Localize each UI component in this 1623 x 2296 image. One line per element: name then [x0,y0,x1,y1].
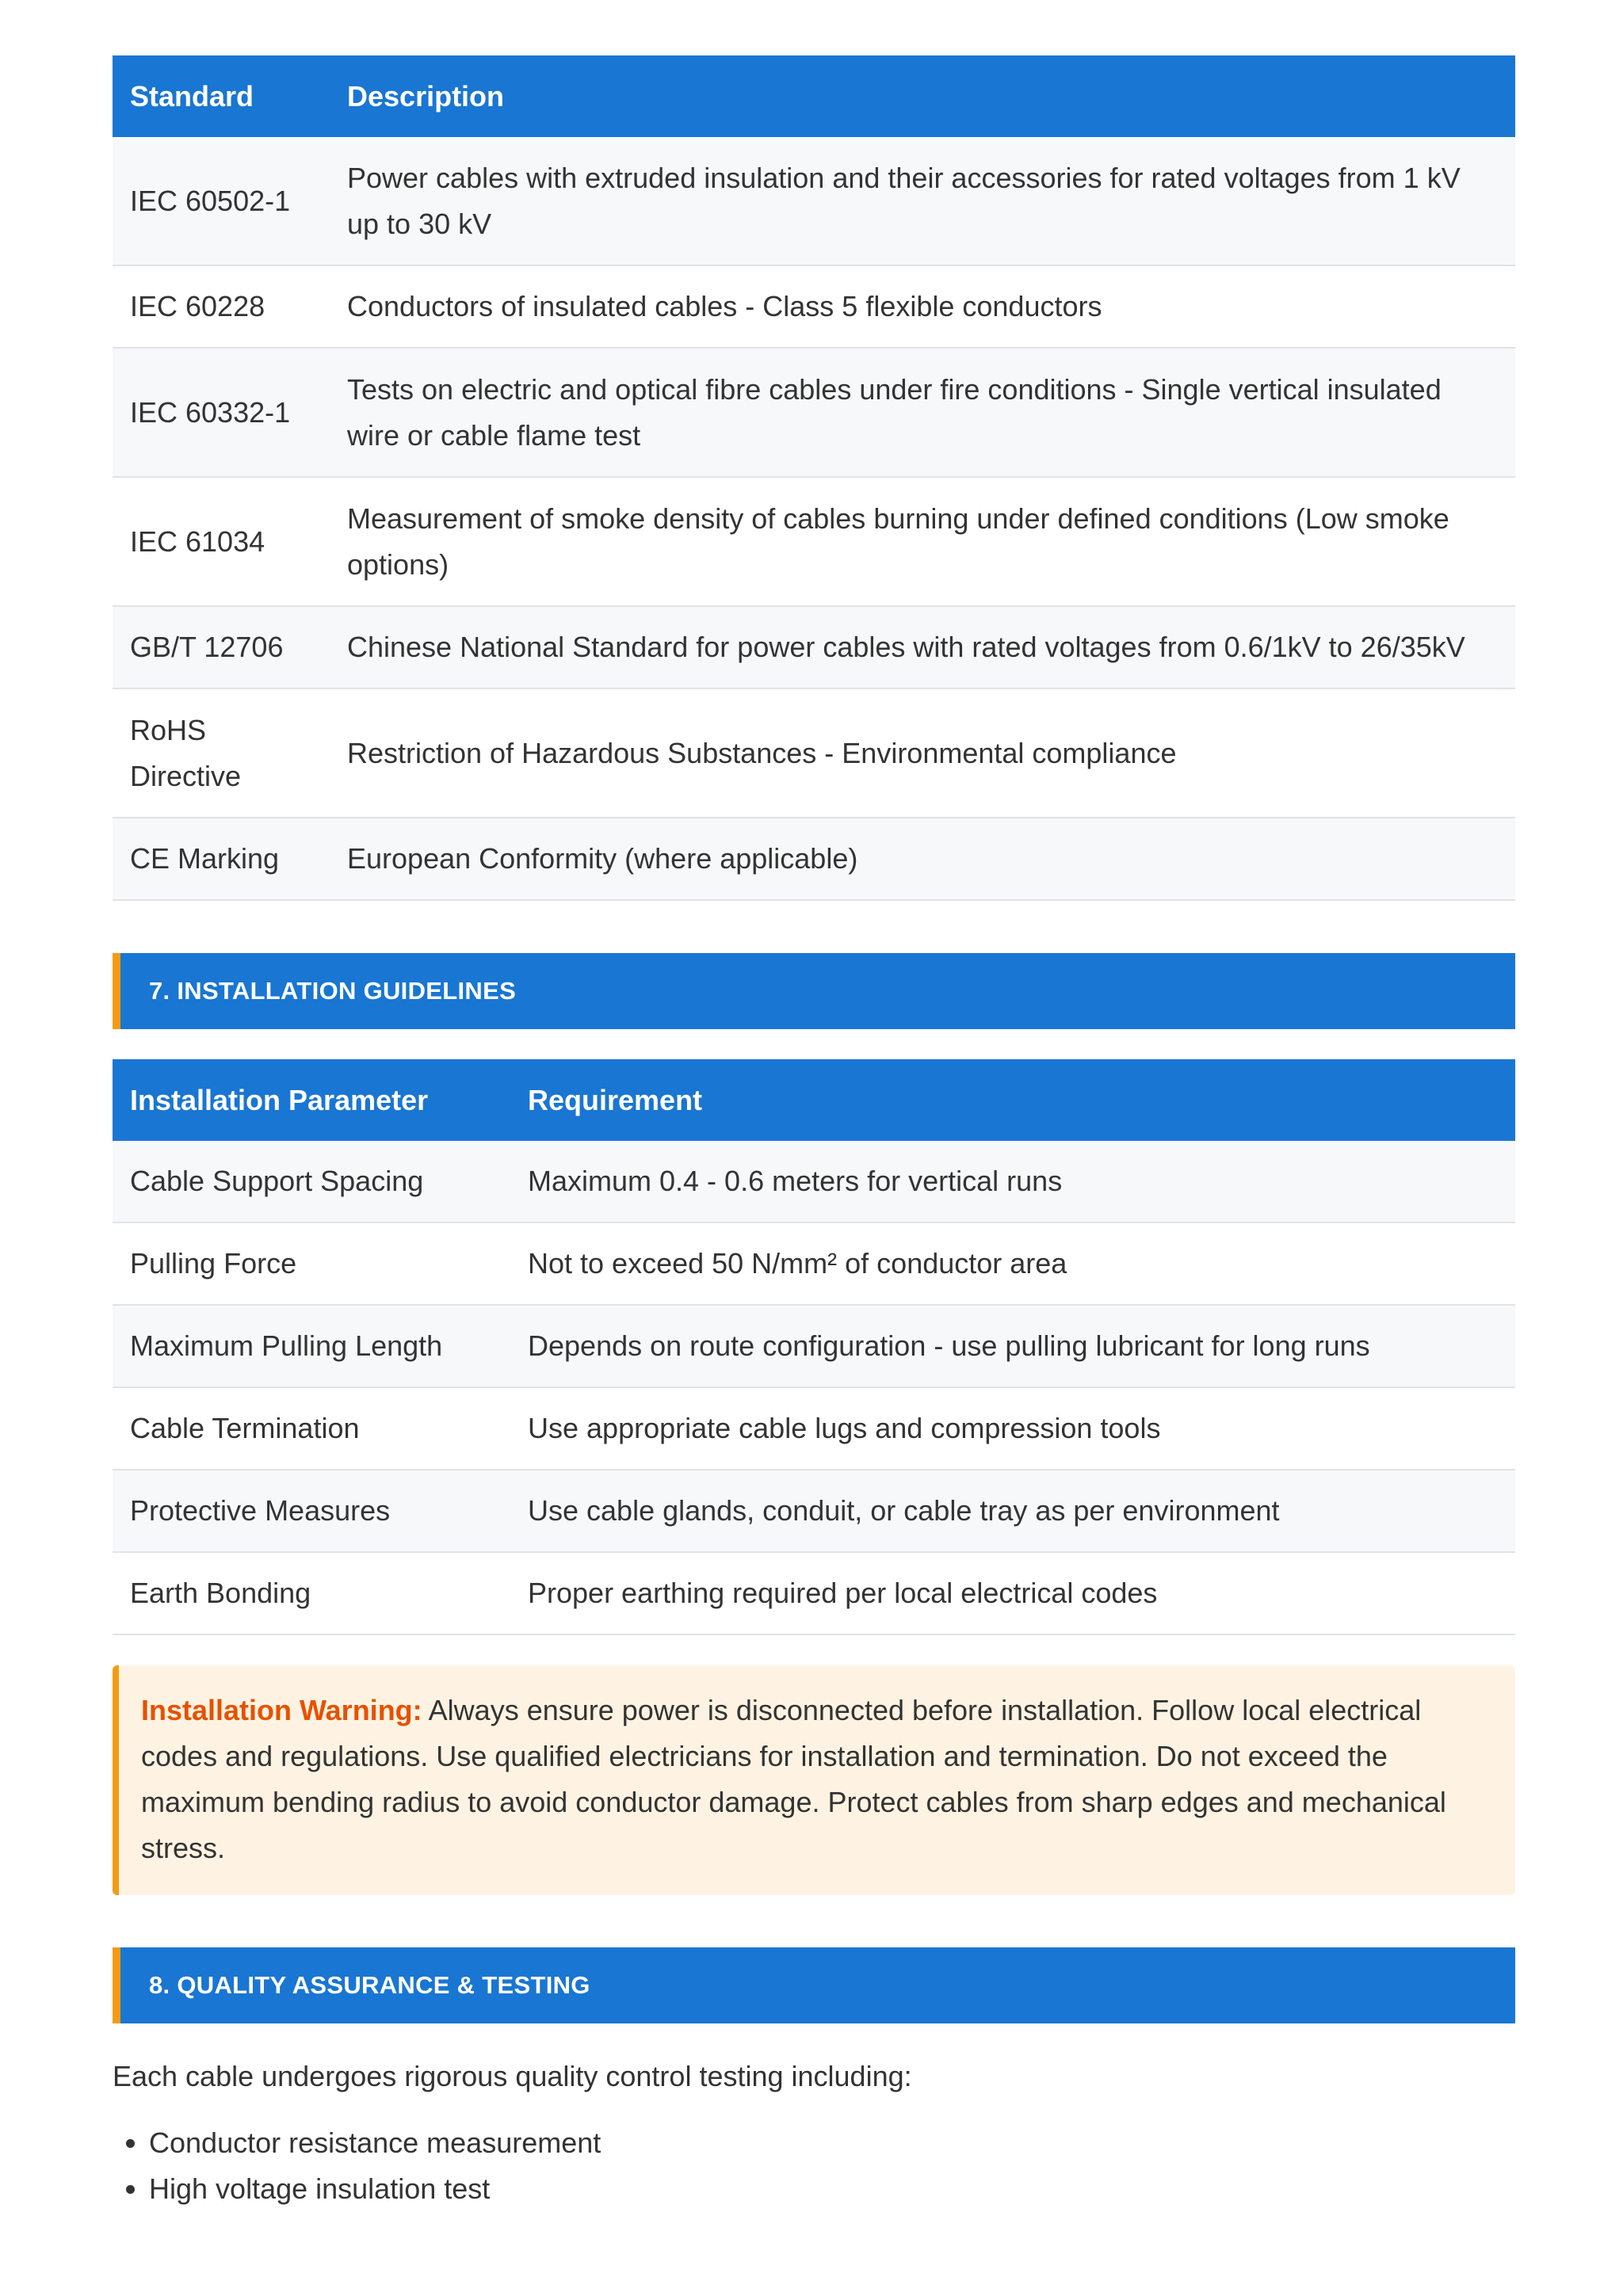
parameter-cell: Earth Bonding [113,1552,510,1634]
requirement-cell: Use appropriate cable lugs and compression tools [510,1387,1515,1470]
standard-cell: IEC 61034 [113,477,330,606]
list-item: • High voltage insulation test [149,2166,1515,2212]
table-row [113,265,1515,348]
requirement-cell: Depends on route configuration - use pulling lubricant for long runs [510,1305,1515,1387]
requirement-cell: Maximum 0.4 - 0.6 meters for vertical runs [510,1141,1515,1222]
standard-cell: GB/T 12706 [113,606,330,688]
requirement-cell: Use cable glands, conduit, or cable tray as per environment [510,1470,1515,1552]
installation-warning-callout [113,1665,1515,1895]
qa-test-list [113,2120,1515,2212]
parameter-cell: Cable Termination [113,1387,510,1470]
table-row [113,1470,1515,1552]
document-content [113,55,1515,2212]
column-header-description: Description [347,79,505,113]
qa-intro-text: Each cable undergoes rigorous quality control testing including: [113,2060,912,2092]
section-heading-installation-guidelines: 7. INSTALLATION GUIDELINES [113,953,1515,1029]
standard-cell: IEC 60502-1 [113,137,330,265]
list-item: • Conductor resistance measurement [149,2120,1515,2166]
table-row [113,1552,1515,1634]
table-row [113,477,1515,606]
column-header-requirement: Requirement [528,1083,703,1116]
description-cell: Measurement of smoke density of cables burning under defined conditions (Low smoke options) [330,477,1515,606]
table-row [113,1387,1515,1470]
table-row [113,137,1515,265]
table-row [113,688,1515,818]
description-cell: European Conformity (where applicable) [330,818,1515,900]
table-row [113,1141,1515,1222]
parameter-cell: Cable Support Spacing [113,1141,510,1222]
description-cell: Power cables with extruded insulation and their accessories for rated voltages from 1 kV up to 30 kV [330,137,1515,265]
table-row [113,818,1515,900]
standards-table-header-row [113,55,1515,137]
section-heading-quality-assurance: 8. QUALITY ASSURANCE & TESTING [113,1947,1515,2023]
installation-table-header-row [113,1059,1515,1141]
description-cell: Restriction of Hazardous Substances - Environmental compliance [330,688,1515,818]
requirement-cell: Not to exceed 50 N/mm² of conductor area [510,1222,1515,1305]
warning-text: Always ensure power is disconnected before installation. Follow local electrical codes and regulations. Use qualified electricians for installation and termination. Do not exceed the maximum bending radius to avoid conductor damage. Protect cables from sharp edges and mechanical stress. [141,1694,1446,1864]
standard-cell: CE Marking [113,818,330,900]
column-header-standard: Standard [130,79,254,113]
standards-table [113,55,1515,901]
table-row [113,606,1515,688]
column-header-installation-parameter: Installation Parameter [130,1083,429,1116]
description-cell: Conductors of insulated cables - Class 5 flexible conductors [330,265,1515,348]
standard-cell: IEC 60332-1 [113,348,330,477]
requirement-cell: Proper earthing required per local electrical codes [510,1552,1515,1634]
parameter-cell: Pulling Force [113,1222,510,1305]
table-row [113,348,1515,477]
table-row [113,1222,1515,1305]
standard-cell: RoHS Directive [113,688,330,818]
standard-cell: IEC 60228 [113,265,330,348]
description-cell: Chinese National Standard for power cables with rated voltages from 0.6/1kV to 26/35kV [330,606,1515,688]
parameter-cell: Maximum Pulling Length [113,1305,510,1387]
installation-table [113,1059,1515,1635]
parameter-cell: Protective Measures [113,1470,510,1552]
warning-label: Installation Warning: [141,1694,422,1726]
description-cell: Tests on electric and optical fibre cables under fire conditions - Single vertical insulated wire or cable flame test [330,348,1515,477]
table-row [113,1305,1515,1387]
